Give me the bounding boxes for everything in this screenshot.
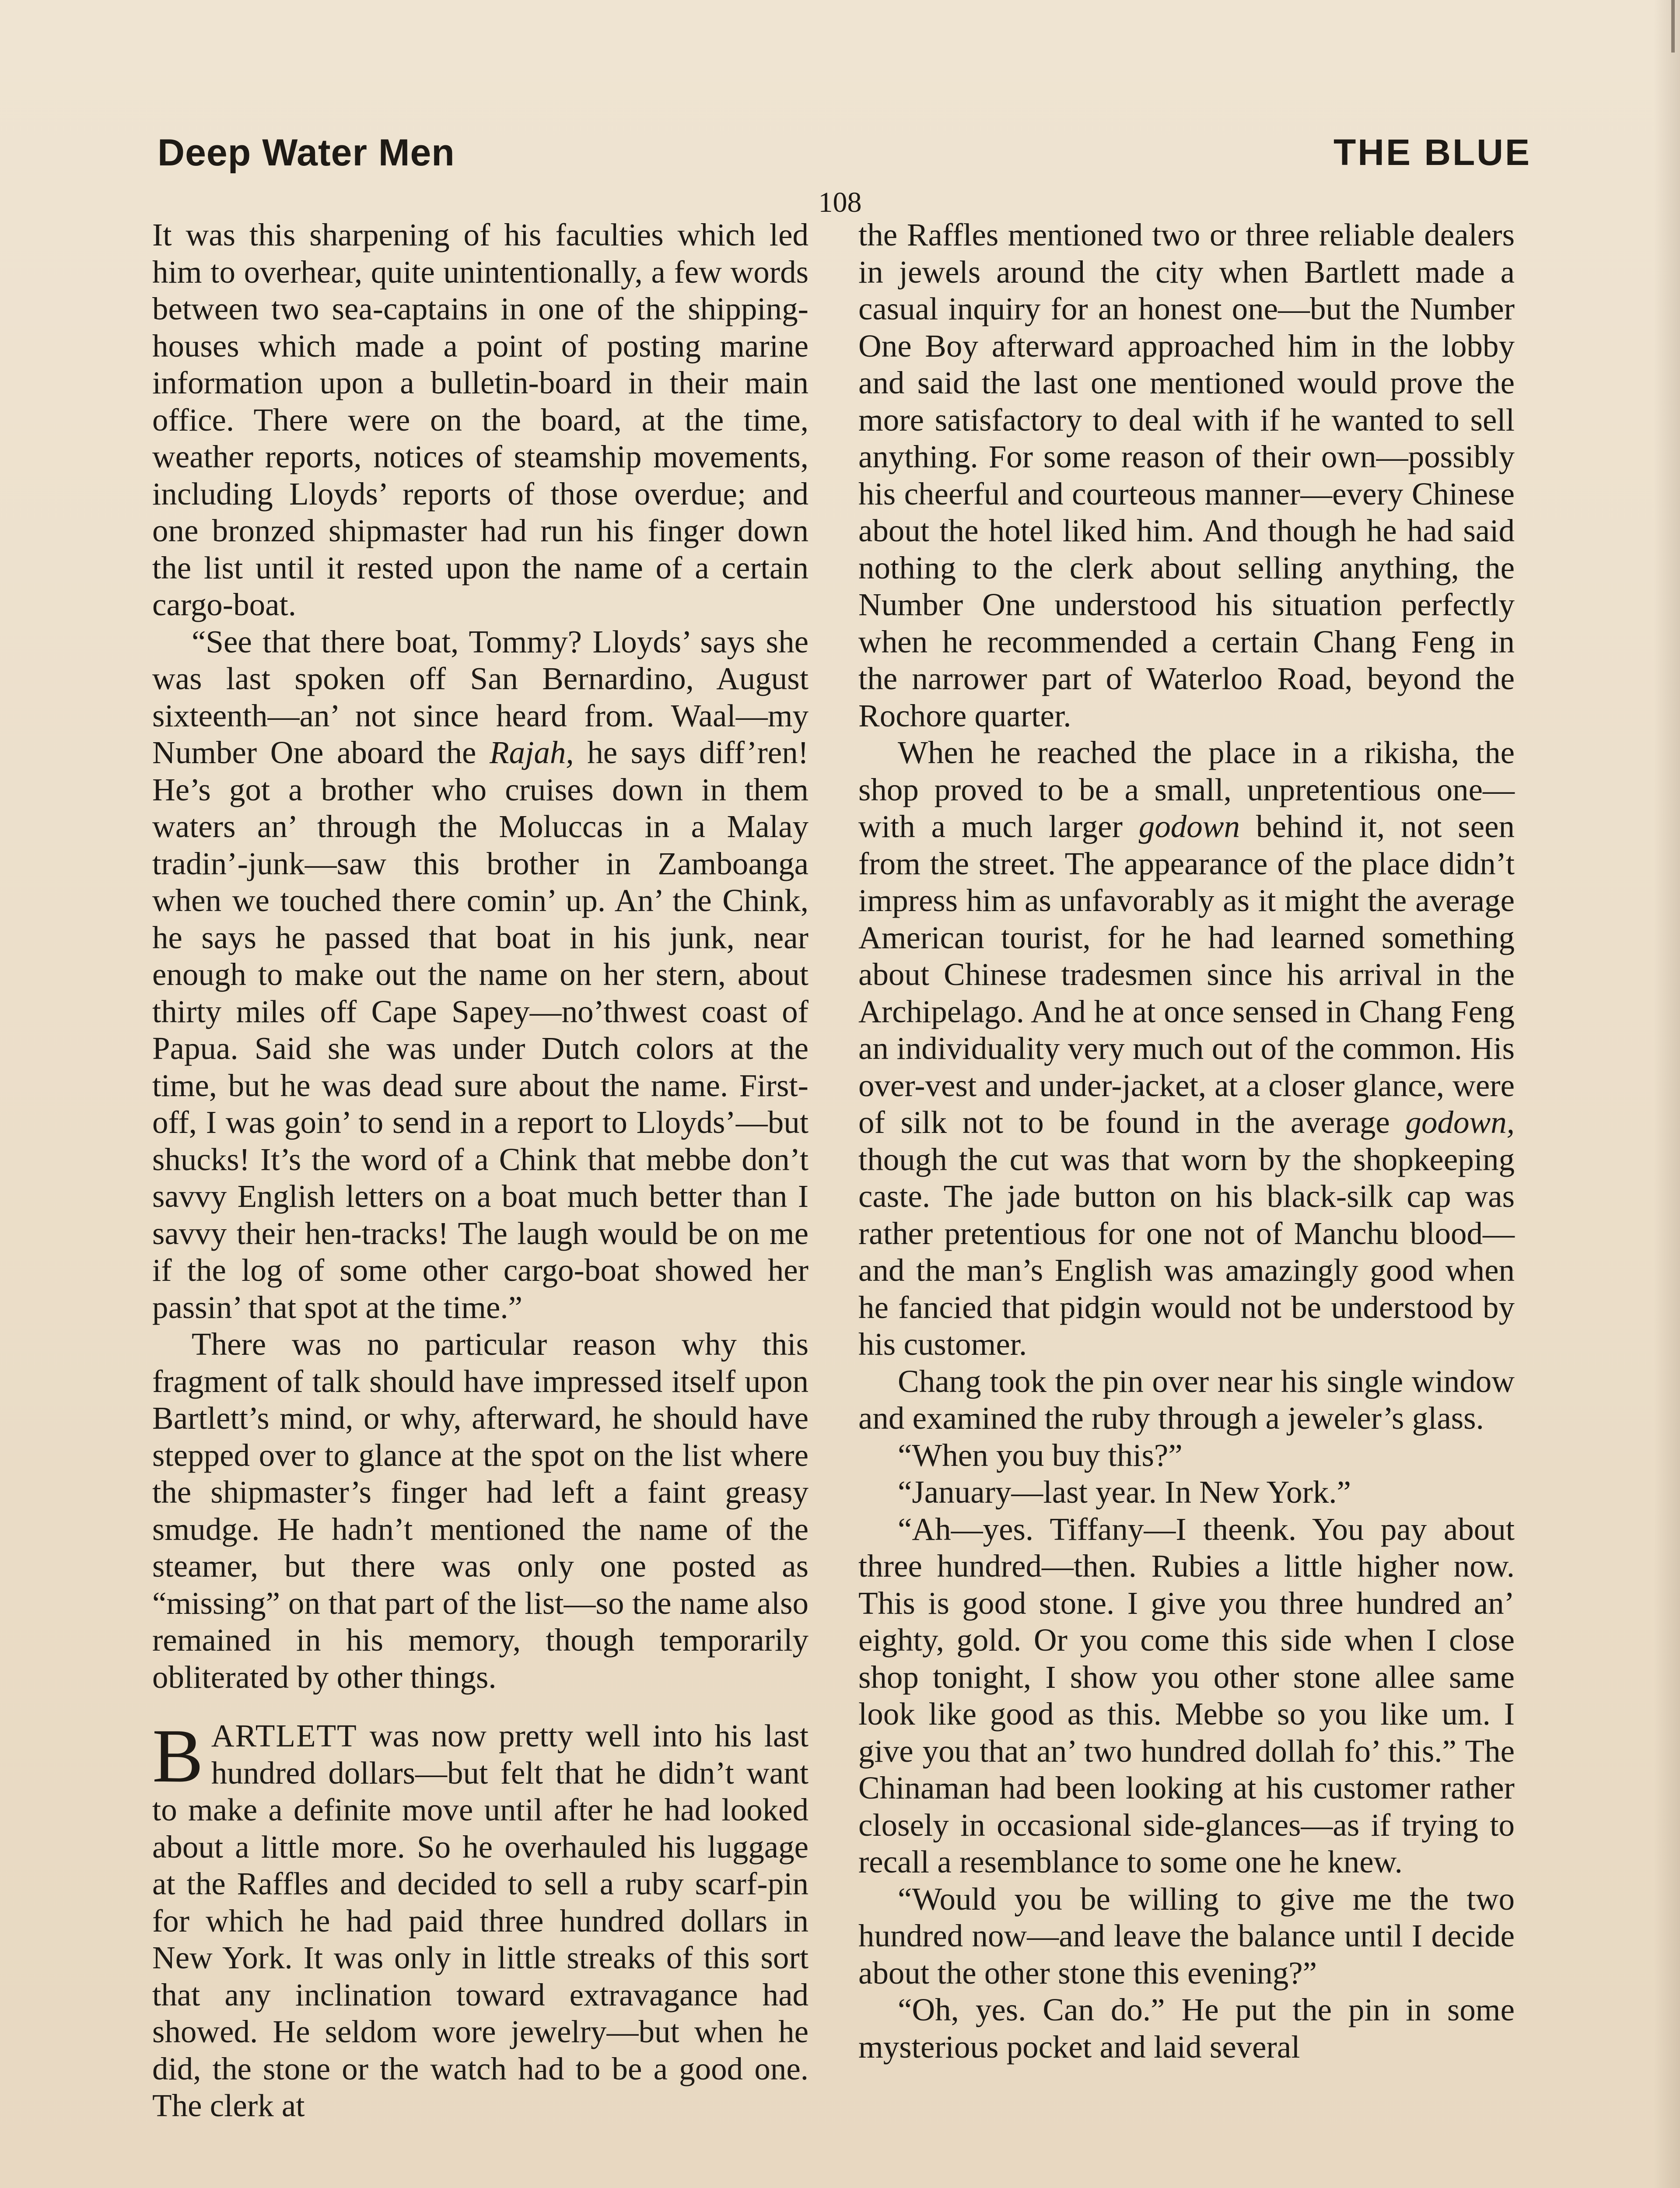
paragraph: Chang took the pin over near his single window and examined the ruby through a jeweler’s glass. — [858, 1363, 1515, 1436]
paragraph: “When you buy this?” — [898, 1437, 1183, 1473]
paragraph: “Ah—yes. Tiffany—I theenk. You pay about three hundred—then. Rubies a little higher now. This is good stone. I give you three hundred an’ eighty, gold. Or you come this side when I close shop tonight, I show you other stone allee same look like good as this. Mebbe so you like um. I give you that an’ two hundred dollah fo’ this.” The Chinaman had been looking at his customer rather closely in occasional side-glances—as if trying to recall a resemblance to some one he knew. — [858, 1511, 1515, 1879]
page-edge-mark — [1671, 0, 1675, 53]
small-caps-lead: ARTLETT — [211, 1718, 357, 1753]
paragraph: “Oh, yes. Can do.” He put the pin in some mysterious pocket and laid several — [858, 1992, 1515, 2065]
paragraph: When he reached the place in a rikisha, the shop proved to be a small, unpretentious one—with a much larger godown behind it, not seen from the street. The appearance of the place didn’t impress him as unfavorably as it might the average American tourist, for he had learned something about Chinese tradesmen since his arrival in the Archipelago. And he at once sensed in Chang Feng an individuality very much out of the common. His over-vest and under-jacket, at a closer glance, were of silk not to be found in the average godown, though the cut was that worn by the shopkeeping caste. The jade button on his black-silk cap was rather pretentious for one not of Manchu blood—and the man’s English was amazingly good when he fancied that pidgin would not be understood by his customer. — [858, 735, 1515, 1362]
section-paragraph: BARTLETT was now pretty well into his last hundred dollars—but felt that he didn’t want to make a definite move until after he had looked about a little more. So he overhauled his luggage at the Raffles and decided to sell a ruby scarf-pin for which he had paid three hundred dollars in New York. It was only in little streaks of this sort that any inclination toward extravagance had showed. He seldom wore jewelry—but when he did, the stone or the watch had to be a good one. The clerk at — [152, 1713, 808, 2123]
paragraph: “See that there boat, Tommy? Lloyds’ says she was last spoken off San Bernardino, August sixteenth—an’ not since heard from. Waal—my Number One aboard the Rajah, he says diff’ren! He’s got a brother who cruises down in them waters an’ through the Moluccas in a Malay tradin’-junk—saw this brother in Zamboanga when we touched there comin’ up. An’ the Chink, he says he passed that boat in his junk, near enough to make out the name on her stern, about thirty miles off Cape Sapey—no’thwest coast of Papua. Said she was under Dutch colors at the time, but he was dead sure about the name. First-off, I was goin’ to send in a report to Lloyds’—but shucks! It’s the word of a Chink that mebbe don’t savvy English letters on a boat much better than I savvy their hen-tracks! The laugh would be on me if the log of some other cargo-boat showed her passin’ that spot at the time.” — [152, 624, 809, 1325]
running-header — [158, 131, 1531, 179]
page-edge-shadow — [1654, 0, 1680, 2188]
story-title: Deep Water Men — [158, 132, 455, 174]
paragraph: It was this sharpening of his faculties which led him to overhear, quite unintentionally, a few words between two sea-captains in one of the shipping-houses which made a point of posting marine information upon a bulletin-board in their main office. There were on the board, at the time, weather reports, notices of steamship movements, including Lloyds’ reports of those overdue; and one bronzed shipmaster had run his finger down the list until it rested upon the name of a certain cargo-boat. — [152, 217, 808, 622]
paragraph: the Raffles mentioned two or three reliable dealers in jewels around the city when Bartlett made a casual inquiry for an honest one—but the Number One Boy afterward approached him in the lobby and said the last one mentioned would prove the more satisfactory to deal with if he wanted to sell anything. For some reason of their own—possibly his cheerful and courteous manner—every Chinese about the hotel liked him. And though he had said nothing to the clerk about selling anything, the Number One understood his situation perfectly when he recommended a certain Chang Feng in the narrower part of Waterloo Road, beyond the Rochore quarter. — [858, 217, 1515, 733]
magazine-title: THE BLUE — [1334, 132, 1531, 173]
drop-cap: B — [152, 1713, 203, 1798]
right-column — [858, 217, 1515, 2065]
left-column — [152, 217, 808, 2125]
paragraph: There was no particular reason why this fragment of talk should have impressed itself upon Bartlett’s mind, or why, afterward, he should have stepped over to glance at the spot on the list where the shipmaster’s finger had left a faint greasy smudge. He hadn’t mentioned the name of the steamer, but there was only one posted as “missing” on that part of the list—so the name also remained in his memory, though temporarily obliterated by other things. — [152, 1326, 808, 1695]
page-number: 108 — [818, 186, 862, 218]
ship-name: Rajah, — [490, 735, 574, 770]
paragraph: “January—last year. In New York.” — [898, 1474, 1351, 1510]
paragraph: “Would you be willing to give me the two hundred now—and leave the balance until I decide about the other stone this evening?” — [858, 1881, 1515, 1991]
